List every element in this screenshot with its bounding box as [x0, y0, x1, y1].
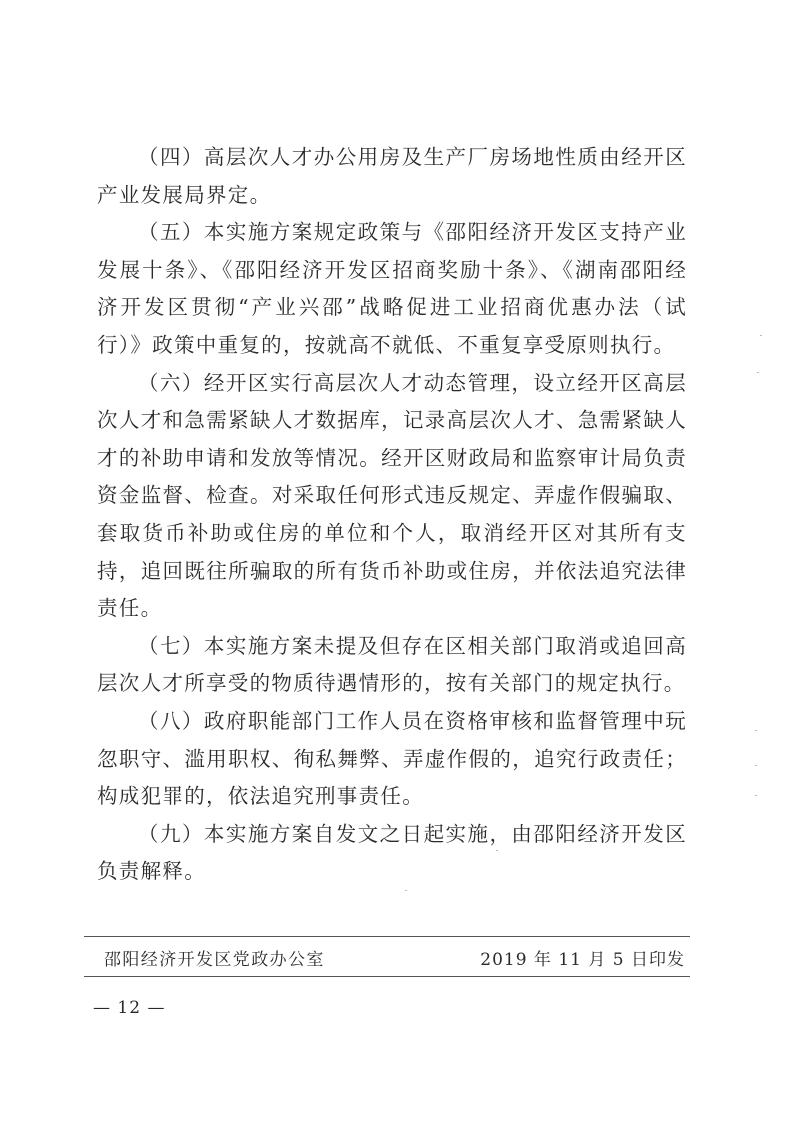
footer-issue-date: 2019 年 11 月 5 日印发 [480, 950, 685, 970]
paragraph-6: （六）经开区实行高层次人才动态管理，设立经开区高层次人才和急需紧缺人才数据库，记录高层次人才、急需紧缺人才的补助申请和发放等情况。经开区财政局和监察审计局负责资金监督、检查。对采取任何形式违反规定、弄虚作假骗取、套取货币补助或住房的单位和个人，取消经开区对其所有支持，追回既往所骗取的所有货币补助或住房，并依法追究法律责任。 [97, 370, 687, 621]
paragraph-5: （五）本实施方案规定政策与《邵阳经济开发区支持产业发展十条》、《邵阳经济开发区招商奖励十条》、《湖南邵阳经济开发区贯彻“产业兴邵”战略促进工业招商优惠办法（试行）》政策中重复的，按就高不就低、不重复享受原则执行。 [97, 220, 687, 357]
scan-speck [760, 335, 762, 336]
document-body [97, 139, 687, 891]
footer-top-rule [84, 936, 690, 937]
scan-speck [757, 372, 759, 373]
footer-issuer: 邵阳经济开发区党政办公室 [104, 950, 325, 970]
scan-speck [496, 850, 498, 851]
page-number: — 12 — [93, 998, 166, 1018]
scan-speck [755, 730, 757, 731]
paragraph-9: （九）本实施方案自发文之日起实施，由邵阳经济开发区负责解释。 [97, 821, 687, 884]
scan-speck [755, 765, 757, 766]
footer-bottom-rule [84, 976, 690, 977]
scan-speck [755, 795, 757, 796]
paragraph-7: （七）本实施方案未提及但存在区相关部门取消或追回高层次人才所享受的物质待遇情形的，按有关部门的规定执行。 [97, 633, 687, 696]
paragraph-8: （八）政府职能部门工作人员在资格审核和监督管理中玩忽职守、滥用职权、徇私舞弊、弄虚作假的，追究行政责任；构成犯罪的，依法追究刑事责任。 [97, 708, 687, 809]
scan-speck [405, 890, 407, 891]
paragraph-4: （四）高层次人才办公用房及生产厂房场地性质由经开区产业发展局界定。 [97, 145, 687, 207]
